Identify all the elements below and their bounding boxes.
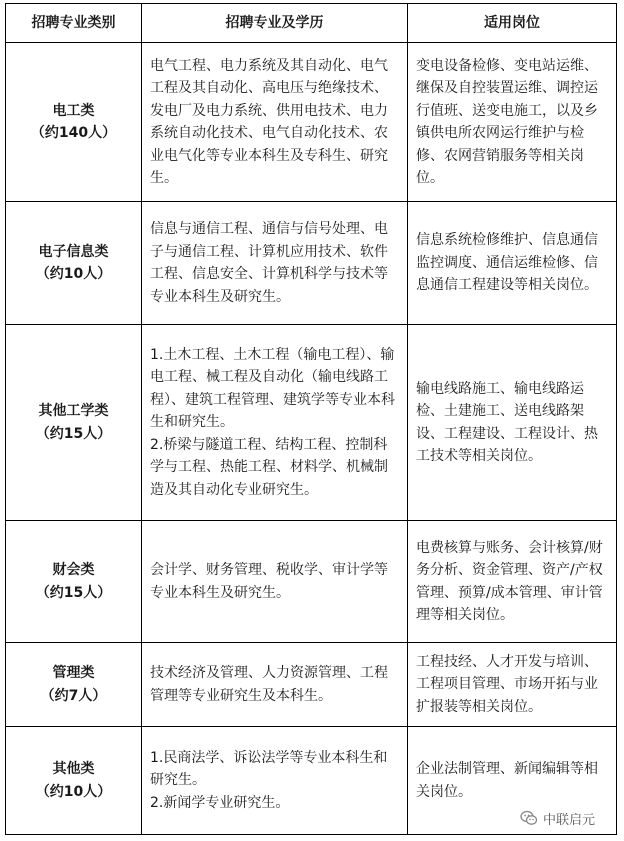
major-cell xyxy=(142,521,408,643)
category-name: 电子信息类 xyxy=(38,243,109,260)
major-text: 2.新闻学专业研究生。 xyxy=(150,794,290,811)
position-cell: 变电设备检修、变电站运维、继保及自控装置运维、调控运行值班、送变电施工，以及乡镇供电所农网运行维护与检修、农网营销服务等相关岗位。 xyxy=(408,43,617,202)
wechat-icon xyxy=(520,809,538,827)
category-count: （约7人） xyxy=(40,687,107,704)
table-row xyxy=(6,325,617,521)
category-name: 其他类 xyxy=(52,761,95,777)
major-cell xyxy=(142,202,408,325)
category-name: 电工类 xyxy=(52,102,95,119)
major-cell xyxy=(142,643,408,727)
major-text: 电气工程、电力系统及其自动化、电气工程及其自动化、高电压与绝缘技术、发电厂及电力系统、供用电技术、电力系统自动化技术、电气自动化技术、农业电气化等专业本科生及专科生、研究生。 xyxy=(150,57,388,186)
category-name: 管理类 xyxy=(52,665,95,681)
position-cell: 信息系统检修维护、信息通信监控调度、通信运维检修、信息通信工程建设等相关岗位。 xyxy=(408,202,617,325)
table-row xyxy=(6,643,617,727)
major-text: 2.桥梁与隧道工程、结构工程、控制科学与工程、热能工程、材料学、机械制造及其自动化专业研究生。 xyxy=(150,436,388,498)
category-count: （约10人） xyxy=(35,266,112,282)
major-text: 1.土木工程、土木工程（输电工程）、输电工程、械工程及自动化（输电线路工程）、建筑工程管理、建筑学等专业本科生和研究生。 xyxy=(150,346,395,431)
position-cell: 电费核算与账务、会计核算/财务分析、资金管理、资产/产权管理、预算/成本管理、审计管理等相关岗位。 xyxy=(408,521,617,643)
category-cell xyxy=(6,43,142,202)
category-name: 其他工学类 xyxy=(38,403,109,419)
table-row xyxy=(6,43,617,202)
table-header-row xyxy=(6,4,617,43)
category-name: 财会类 xyxy=(52,562,95,578)
category-count: （约15人） xyxy=(35,425,112,442)
major-cell xyxy=(142,43,408,202)
major-text: 会计学、财务管理、税收学、审计学等专业本科生及研究生。 xyxy=(150,562,388,601)
major-cell xyxy=(142,325,408,521)
position-cell: 企业法制管理、新闻编辑等相关岗位。 xyxy=(408,727,617,835)
header-major: 招聘专业及学历 xyxy=(142,4,408,43)
table-row xyxy=(6,202,617,325)
watermark-text: 中联启元 xyxy=(543,812,596,828)
major-text: 技术经济及管理、人力资源管理、工程管理等专业研究生及本科生。 xyxy=(150,665,388,704)
header-category: 招聘专业类别 xyxy=(6,4,142,43)
category-cell xyxy=(6,643,142,727)
category-cell xyxy=(6,521,142,643)
table-row xyxy=(6,521,617,643)
category-cell xyxy=(6,325,142,521)
category-count: （约140人） xyxy=(30,125,117,141)
major-text: 1.民商法学、诉讼法学等专业本科生和研究生。 xyxy=(150,749,388,789)
category-cell xyxy=(6,202,142,325)
header-position: 适用岗位 xyxy=(408,4,617,43)
category-count: （约10人） xyxy=(35,783,112,800)
watermark xyxy=(520,806,616,830)
major-cell xyxy=(142,727,408,835)
major-text: 信息与通信工程、通信与信号处理、电子与通信工程、计算机应用技术、软件工程、信息安全、计算机科学与技术等专业本科生及研究生。 xyxy=(150,221,388,305)
position-cell: 工程技经、人才开发与培训、工程项目管理、市场开拓与业扩报装等相关岗位。 xyxy=(408,643,617,727)
category-count: （约15人） xyxy=(35,584,112,601)
recruitment-table xyxy=(5,3,617,835)
position-cell: 输电线路施工、输电线路运检、土建施工、送电线路架设、工程建设、工程设计、热工技术等相关岗位。 xyxy=(408,325,617,521)
category-cell xyxy=(6,727,142,835)
